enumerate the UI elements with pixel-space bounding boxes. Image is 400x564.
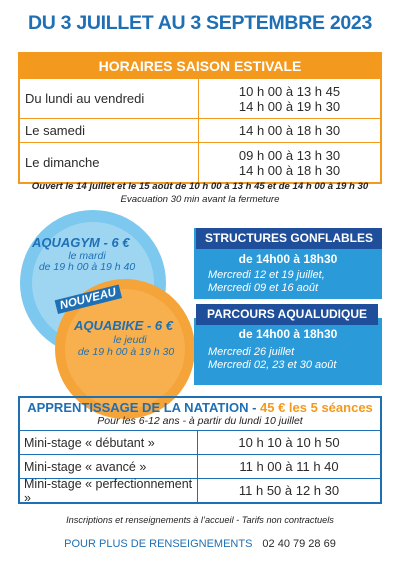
swimming-lessons-title — [20, 398, 380, 415]
hours-row-sunday — [20, 142, 380, 182]
hours-time: 10 h 00 à 13 h 45 — [238, 83, 341, 99]
lesson-row — [20, 430, 380, 454]
hours-row-saturday — [20, 118, 380, 142]
hours-day-label: Le samedi — [20, 119, 199, 142]
parcours-time: de 14h00 à 18h30 — [238, 327, 338, 341]
hours-time-cell — [199, 79, 380, 118]
structures-time: de 14h00 à 18h30 — [238, 252, 338, 266]
hours-table — [18, 52, 382, 184]
lesson-label: Mini-stage « perfectionnement » — [20, 479, 198, 502]
swimming-lessons-price: 45 € les 5 séances — [260, 400, 373, 415]
parcours-date-line: Mercredi 02, 23 et 30 août — [208, 359, 337, 371]
aquabike-day: le jeudi — [113, 334, 147, 346]
swimming-lessons-header — [20, 398, 380, 430]
lesson-row — [20, 476, 380, 505]
hours-time: 14 h 00 à 18 h 30 — [238, 123, 341, 138]
structures-title: STRUCTURES GONFLABLES — [196, 228, 382, 249]
info-line — [0, 538, 400, 550]
aquagym-day: le mardi — [68, 250, 106, 262]
swimming-lessons-subtitle: Pour les 6-12 ans - à partir du lundi 10 juillet — [97, 415, 303, 427]
structures-date-line: Mercredi 12 et 19 juillet, — [208, 269, 325, 281]
aquagym-title: AQUAGYM - 6 € — [32, 235, 130, 250]
new-badge: NOUVEAU — [55, 285, 122, 314]
aquagym-time: de 19 h 00 à 19 h 40 — [38, 261, 136, 273]
hours-time: 14 h 00 à 19 h 30 — [238, 98, 341, 114]
registration-note: Inscriptions et renseignements à l’accueil - Tarifs non contractuels — [66, 515, 334, 525]
lesson-time: 11 h 50 à 12 h 30 — [238, 483, 340, 498]
parcours-date-line: Mercredi 26 juillet — [208, 346, 295, 358]
lesson-label: Mini-stage « avancé » — [20, 455, 198, 478]
hours-table-header: HORAIRES SAISON ESTIVALE — [20, 54, 380, 78]
lesson-row — [20, 454, 380, 478]
swimming-lessons-table — [18, 396, 382, 504]
hours-day-label: Du lundi au vendredi — [20, 79, 199, 118]
hours-time: 14 h 00 à 18 h 30 — [238, 162, 341, 178]
hours-time: 09 h 00 à 13 h 30 — [238, 147, 341, 163]
lesson-time: 10 h 10 à 10 h 50 — [238, 435, 340, 450]
hours-time-cell — [199, 143, 380, 182]
phone-number: 02 40 79 28 69 — [262, 538, 336, 550]
lesson-time: 11 h 00 à 11 h 40 — [239, 459, 339, 474]
aquabike-title: AQUABIKE - 6 € — [74, 318, 173, 333]
parcours-title: PARCOURS AQUALUDIQUE — [196, 304, 378, 325]
hours-time-cell — [199, 119, 380, 142]
aquabike-time: de 19 h 00 à 19 h 30 — [77, 346, 175, 358]
evacuation-note: Evacuation 30 min avant la fermeture — [120, 194, 280, 205]
hours-day-label: Le dimanche — [20, 143, 199, 182]
info-label: POUR PLUS DE RENSEIGNEMENTS — [64, 538, 253, 550]
page-title: DU 3 JUILLET AU 3 SEPTEMBRE 2023 — [27, 12, 373, 34]
lesson-label: Mini-stage « débutant » — [20, 431, 198, 454]
hours-row-weekdays — [20, 78, 380, 118]
holiday-opening-note: Ouvert le 14 juillet et le 15 août de 10 h 00 à 13 h 45 et de 14 h 00 à 19 h 30 — [31, 181, 369, 192]
swimming-lessons-title-text: APPRENTISSAGE DE LA NATATION - — [27, 400, 261, 415]
structures-date-line: Mercredi 09 et 16 août — [208, 282, 319, 294]
